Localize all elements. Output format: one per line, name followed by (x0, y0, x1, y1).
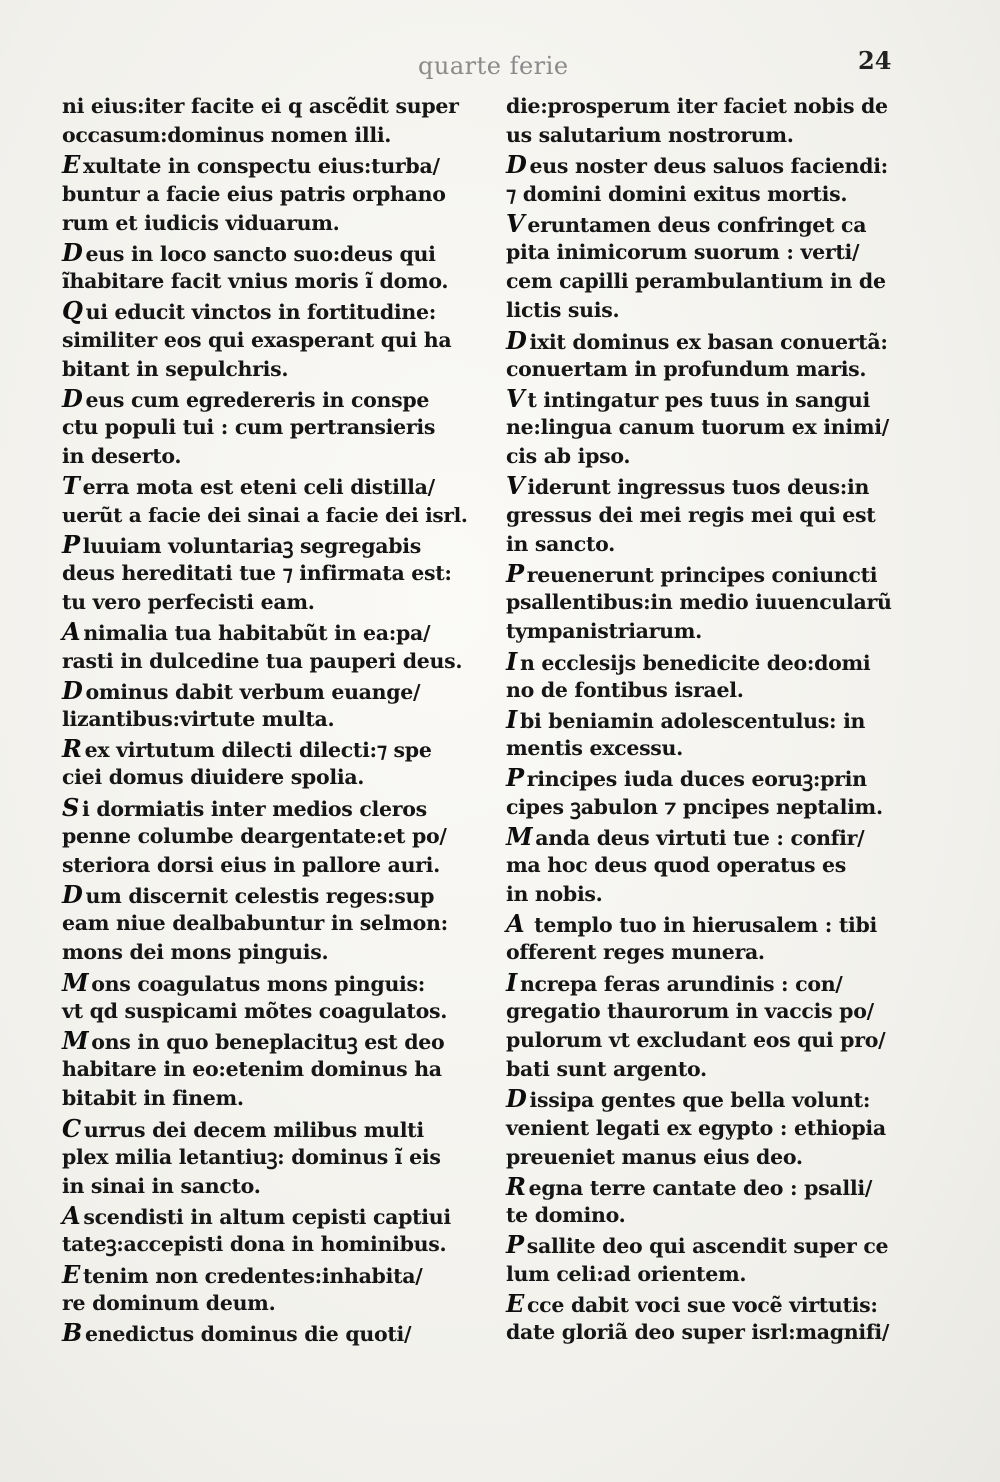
line-text: iderunt ingressus tuos deus:in (527, 475, 870, 500)
initial-letter: A (62, 1201, 81, 1231)
line-text: bitabit in finem. (62, 1086, 244, 1111)
text-line (506, 909, 926, 938)
initial-letter: I (506, 646, 517, 676)
line-text: ciei domus diuidere spolia. (62, 765, 365, 790)
text-line (62, 1143, 474, 1172)
text-line (506, 588, 926, 617)
line-text: tenim non credentes:inhabita/ (83, 1263, 423, 1288)
line-text: in nobis. (506, 882, 603, 907)
line-text: uerũt a facie dei sinai a facie dei isrl. (62, 502, 468, 527)
text-line (62, 238, 474, 267)
text-line (62, 647, 474, 676)
line-text: preueniet manus eius deo. (506, 1144, 803, 1169)
line-text: in sancto. (506, 531, 615, 556)
text-line (506, 267, 926, 296)
line-text: lictis suis. (506, 298, 620, 323)
text-line (62, 1026, 474, 1055)
line-text: ons coagulatus mons pinguis: (91, 971, 426, 996)
line-text: no de fontibus israel. (506, 677, 744, 702)
text-line (62, 793, 474, 822)
line-text: scendisti in altum cepisti captiui (83, 1205, 451, 1230)
line-text: ni eius:iter facite ei q ascẽdit super (62, 94, 459, 118)
text-line (62, 442, 474, 471)
line-text: erra mota est eteni celi distilla/ (82, 475, 435, 500)
line-text: ma hoc deus quod operatus es (506, 852, 847, 877)
line-text: ncrepa feras arundinis : con/ (519, 971, 843, 996)
line-text: te domino. (506, 1203, 626, 1228)
line-text: ominus dabit verbum euange/ (85, 679, 421, 704)
line-text: eruntamen deus confringet ca (527, 212, 867, 237)
text-line (506, 822, 926, 851)
line-text: vt qd suspicami mõtes coagulatos. (62, 998, 448, 1023)
initial-letter: Q (62, 296, 83, 326)
initial-letter: P (506, 1230, 524, 1260)
text-line (506, 121, 926, 150)
text-line (62, 1114, 474, 1143)
text-line (62, 617, 474, 646)
initial-letter: D (62, 383, 83, 413)
initial-letter: R (506, 1171, 526, 1201)
line-text: n ecclesijs benedicite deo:domi (519, 650, 871, 675)
text-line (62, 676, 474, 705)
text-line (62, 880, 474, 909)
text-line (506, 997, 926, 1026)
line-text: t intingatur pes tuus in sangui (527, 387, 871, 412)
text-line (62, 734, 474, 763)
text-line (506, 968, 926, 997)
text-line (506, 150, 926, 179)
line-text: eus cum egredereris in conspe (85, 387, 430, 412)
initial-letter: E (62, 150, 80, 180)
initial-letter: A (506, 909, 525, 939)
initial-letter: S (62, 792, 80, 822)
text-line (506, 851, 926, 880)
text-line (62, 150, 474, 179)
text-line (62, 209, 474, 238)
initial-letter: E (62, 1259, 80, 1289)
text-line (506, 763, 926, 792)
initial-letter: D (506, 325, 527, 355)
initial-letter: D (506, 1084, 527, 1114)
text-line (62, 501, 474, 530)
line-text: in deserto. (62, 444, 182, 469)
text-line (506, 501, 926, 530)
initial-letter: V (506, 383, 525, 413)
line-text: rasti in dulcedine tua pauperi deus. (62, 648, 463, 673)
line-text: lizantibus:virtute multa. (62, 706, 335, 731)
line-text: i dormiatis inter medios cleros (82, 796, 427, 821)
line-text: cis ab ipso. (506, 444, 631, 469)
line-text: lum celi:ad orientem. (506, 1261, 747, 1286)
line-text: occasum:dominus nomen illi. (62, 123, 392, 148)
initial-letter: D (62, 880, 83, 910)
folio-number: 24 (858, 46, 892, 75)
initial-letter: P (62, 529, 80, 559)
line-text: buntur a facie eius patris orphano (62, 181, 446, 206)
line-text: mentis excessu. (506, 736, 683, 761)
initial-letter: I (506, 704, 517, 734)
line-text: re dominum deum. (62, 1290, 276, 1315)
line-text: luuiam voluntariaꝫ segregabis (82, 533, 422, 558)
text-line (62, 1318, 474, 1347)
line-text: deus hereditati tue ⁊ infirmata est: (62, 561, 452, 585)
text-line (62, 705, 474, 734)
line-text: tu vero perfecisti eam. (62, 590, 315, 615)
running-title: quarte ferie (418, 52, 569, 80)
right-text-column (506, 92, 926, 1347)
line-text: xultate in conspectu eius:turba/ (83, 154, 440, 179)
text-line (62, 1055, 474, 1084)
text-line (506, 209, 926, 238)
text-line (506, 238, 926, 267)
text-line (506, 1114, 926, 1143)
line-text: gregatio thaurorum in vaccis po/ (506, 998, 874, 1023)
text-line (62, 180, 474, 209)
text-line (62, 763, 474, 792)
line-text: penne columbe deargentate:et po/ (62, 823, 447, 848)
line-text: templo tuo in hierusalem : tibi (527, 913, 878, 938)
text-line (506, 1055, 926, 1084)
initial-letter: R (62, 734, 82, 764)
left-text-column (62, 92, 474, 1347)
initial-letter: M (62, 1026, 89, 1055)
line-text: gressus dei mei regis mei qui est (506, 502, 876, 527)
text-line (506, 1260, 926, 1289)
initial-letter: D (506, 150, 527, 180)
initial-letter: T (62, 471, 80, 501)
text-line (506, 296, 926, 325)
text-line (506, 471, 926, 500)
line-text: eam niue dealbabuntur in selmon: (62, 911, 448, 936)
line-text: habitare in eo:etenim dominus ha (62, 1057, 442, 1082)
text-line (62, 121, 474, 150)
line-text: tympanistriarum. (506, 619, 702, 644)
line-text: bati sunt argento. (506, 1057, 707, 1082)
line-text: ⁊ domini domini exitus mortis. (506, 181, 848, 206)
text-line (62, 997, 474, 1026)
line-text: bi beniamin adolescentulus: in (519, 708, 866, 733)
text-line (506, 1172, 926, 1201)
text-line (506, 180, 926, 209)
line-text: sallite deo qui ascendit super ce (526, 1234, 889, 1259)
line-text: steriora dorsi eius in pallore auri. (62, 852, 441, 877)
text-line (62, 413, 474, 442)
text-line (506, 530, 926, 559)
line-text: cipes ꝫabulon ⁊ pncipes neptalim. (506, 794, 883, 819)
text-line (506, 1201, 926, 1230)
initial-letter: C (62, 1113, 81, 1143)
text-line (62, 355, 474, 384)
text-line (62, 1230, 474, 1259)
line-text: bitant in sepulchris. (62, 356, 289, 381)
text-line (62, 822, 474, 851)
text-line (506, 793, 926, 822)
initial-letter: E (506, 1288, 524, 1318)
text-line (62, 1201, 474, 1230)
line-text: venient legati ex egypto : ethiopia (506, 1115, 886, 1140)
line-text: ons in quo beneplacituꝫ est deo (91, 1030, 445, 1054)
initial-letter: M (506, 821, 533, 851)
line-text: reuenerunt principes coniuncti (526, 563, 878, 587)
text-line (506, 326, 926, 355)
initial-letter: V (506, 471, 525, 501)
text-line (506, 1230, 926, 1259)
text-line (506, 1318, 926, 1347)
text-line (62, 588, 474, 617)
line-text: egna terre cantate deo : psalli/ (528, 1175, 873, 1200)
text-line (62, 851, 474, 880)
line-text: urrus dei decem milibus multi (83, 1117, 424, 1142)
line-text: us salutarium nostrorum. (506, 123, 794, 148)
line-text: um discernit celestis reges:sup (85, 884, 435, 909)
text-line (62, 909, 474, 938)
line-text: plex milia letantiuꝫ: dominus ĩ eis (62, 1144, 441, 1169)
initial-letter: P (506, 763, 524, 793)
text-line (506, 1084, 926, 1113)
line-text: anda deus virtuti tue : confir/ (535, 825, 865, 850)
line-text: ixit dominus ex basan conuertã: (529, 329, 888, 354)
text-line (62, 938, 474, 967)
text-line (506, 676, 926, 705)
line-text: date gloriã deo super isrl:magnifi/ (506, 1319, 890, 1344)
line-text: ĩhabitare facit vnius moris ĩ domo. (62, 269, 449, 294)
initial-letter: V (506, 208, 525, 238)
line-text: offerent reges munera. (506, 940, 765, 965)
text-line (62, 296, 474, 325)
line-text: pita inimicorum suorum : verti/ (506, 239, 860, 264)
line-text: ne:lingua canum tuorum ex inimi/ (506, 415, 889, 440)
text-line (62, 559, 474, 588)
text-line (506, 384, 926, 413)
text-line (62, 1172, 474, 1201)
text-line (506, 1289, 926, 1318)
line-text: similiter eos qui exasperant qui ha (62, 327, 452, 352)
text-line (506, 880, 926, 909)
line-text: enedictus dominus die quoti/ (85, 1321, 412, 1346)
text-line (506, 355, 926, 384)
line-text: rincipes iuda duces eoruꝫ:prin (526, 767, 867, 792)
initial-letter: D (62, 675, 83, 705)
text-line (62, 471, 474, 500)
initial-letter: A (62, 617, 81, 647)
line-text: in sinai in sancto. (62, 1173, 261, 1198)
text-line (506, 705, 926, 734)
line-text: eus in loco sancto suo:deus qui (85, 241, 436, 266)
initial-letter: P (506, 559, 524, 588)
initial-letter: D (62, 237, 83, 267)
text-line (506, 734, 926, 763)
line-text: nimalia tua habitabũt in ea:pa/ (83, 621, 431, 646)
text-line (62, 968, 474, 997)
text-line (506, 559, 926, 588)
text-line (62, 384, 474, 413)
line-text: cce dabit voci sue vocẽ virtutis: (527, 1292, 878, 1317)
text-line (62, 1289, 474, 1318)
line-text: ctu populi tui : cum pertransieris (62, 415, 436, 440)
text-line (506, 647, 926, 676)
line-text: cem capilli perambulantium in de (506, 269, 886, 294)
text-line (62, 267, 474, 296)
text-line (506, 938, 926, 967)
text-line (506, 413, 926, 442)
line-text: ex virtutum dilecti dilecti:⁊ spe (84, 738, 432, 763)
line-text: conuertam in profundum maris. (506, 356, 867, 381)
text-line (506, 1143, 926, 1172)
text-line (506, 1026, 926, 1055)
text-line (506, 92, 926, 121)
initial-letter: B (62, 1317, 82, 1347)
line-text: eus noster deus saluos faciendi: (529, 154, 888, 179)
initial-letter: M (62, 967, 89, 997)
line-text: rum et iudicis viduarum. (62, 210, 340, 235)
text-line (62, 1084, 474, 1113)
initial-letter: I (506, 967, 517, 997)
text-line (62, 326, 474, 355)
text-line (506, 442, 926, 471)
text-line (62, 1260, 474, 1289)
line-text: die:prosperum iter faciet nobis de (506, 94, 888, 118)
text-line (506, 617, 926, 646)
line-text: mons dei mons pinguis. (62, 940, 329, 965)
text-line (62, 92, 474, 121)
text-line (62, 530, 474, 559)
line-text: ui educit vinctos in fortitudine: (85, 300, 436, 325)
line-text: tateꝫ:accepisti dona in hominibus. (62, 1232, 447, 1257)
line-text: psallentibus:in medio iuuencularũ (506, 590, 892, 615)
line-text: pulorum vt excludant eos qui pro/ (506, 1028, 886, 1052)
line-text: issipa gentes que bella volunt: (529, 1088, 871, 1113)
